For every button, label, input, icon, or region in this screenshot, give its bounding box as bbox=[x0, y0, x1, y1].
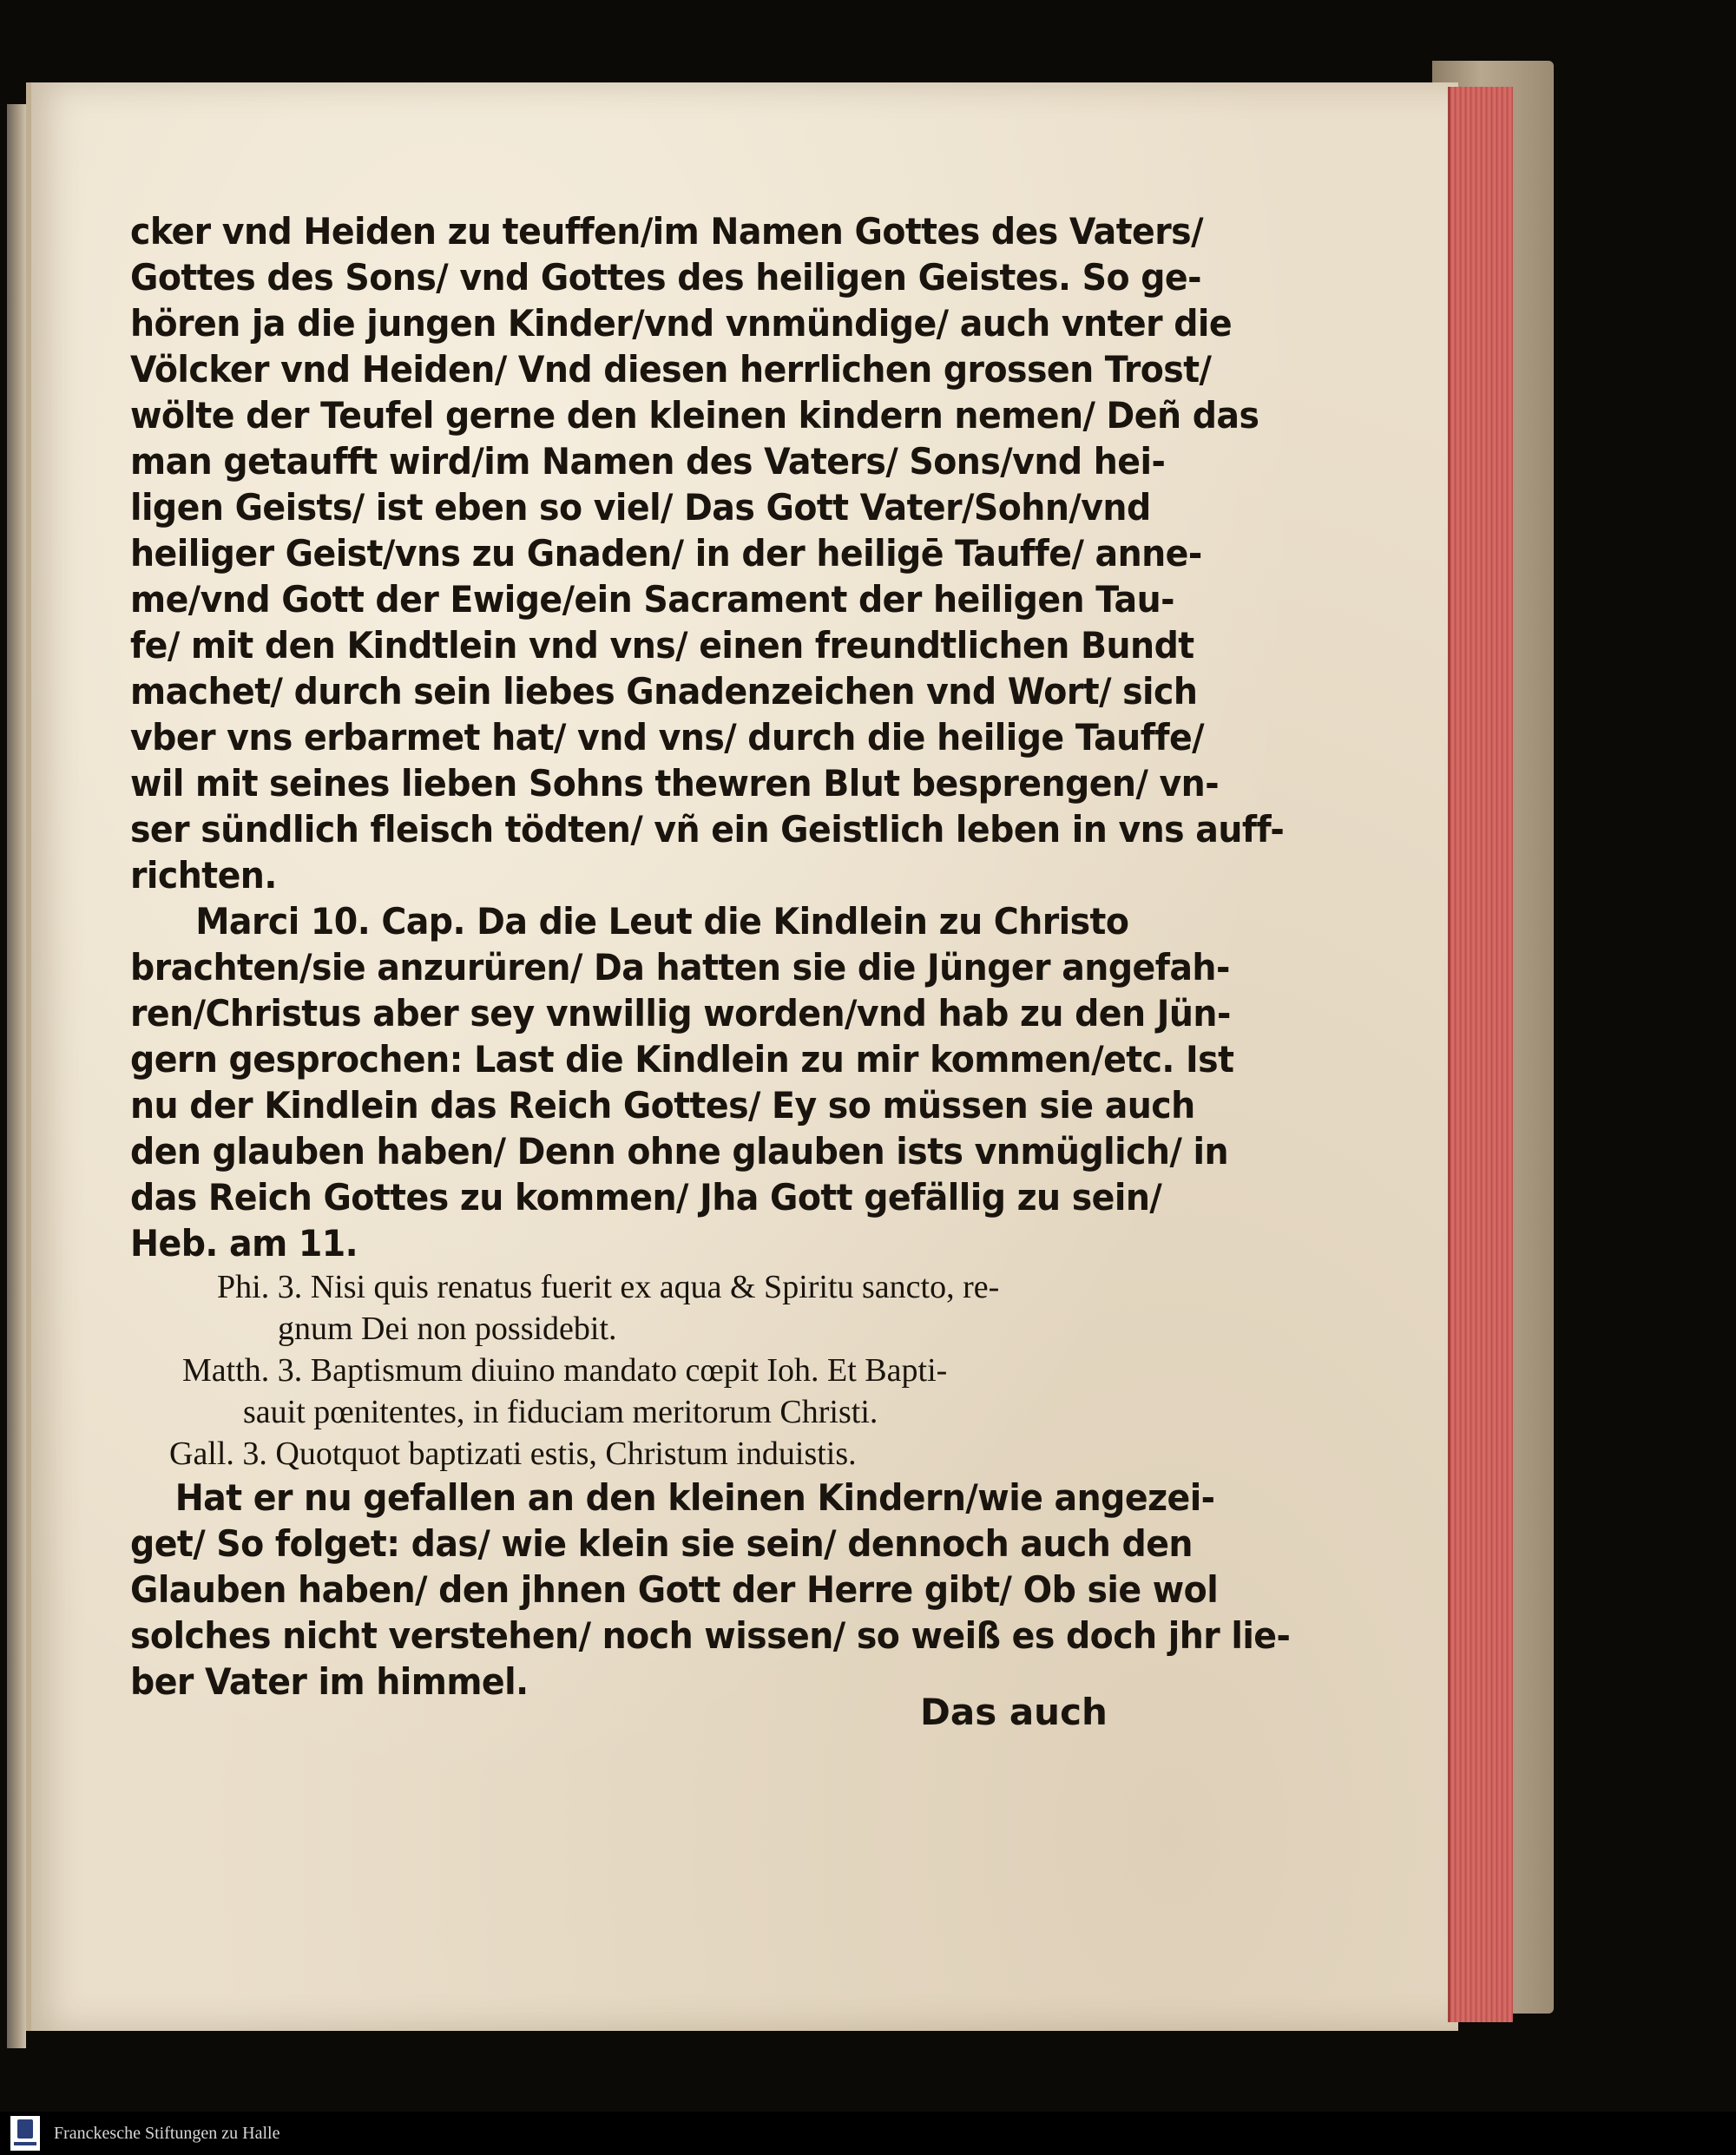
text-line: nu der Kindlein das Reich Gottes/ Ey so müssen sie auch bbox=[130, 1084, 1195, 1127]
text-line: Gottes des Sons/ vnd Gottes des heiligen Geistes. So ge- bbox=[130, 256, 1201, 299]
text-line: hören ja die jungen Kinder/vnd vnmündige/ auch vnter die bbox=[130, 302, 1233, 345]
text-line: Glauben haben/ den jhnen Gott der Herre gibt/ Ob sie wol bbox=[130, 1568, 1219, 1611]
latin-line: Phi. 3. Nisi quis renatus fuerit ex aqua & Spiritu sancto, re- bbox=[217, 1269, 1000, 1305]
red-page-edges bbox=[1448, 87, 1513, 2022]
text-line: brachten/sie anzurüren/ Da hatten sie die Jünger angefah- bbox=[130, 946, 1230, 989]
latin-line: sauit pœnitentes, in fiduciam meritorum Christi. bbox=[243, 1394, 878, 1430]
page-text bbox=[130, 208, 1291, 1705]
text-line: vber vns erbarmet hat/ vnd vns/ durch die heilige Tauffe/ bbox=[130, 716, 1205, 759]
text-line: Heb. am 11. bbox=[130, 1222, 358, 1265]
text-line: ligen Geists/ ist eben so viel/ Das Gott Vater/Sohn/vnd bbox=[130, 486, 1151, 529]
text-line: Hat er nu gefallen an den kleinen Kindern/wie angezei- bbox=[174, 1476, 1215, 1519]
institution-logo-icon bbox=[10, 2116, 40, 2151]
text-line: gern gesprochen: Last die Kindlein zu mir kommen/etc. Ist bbox=[130, 1038, 1234, 1081]
footer-bar bbox=[0, 2112, 1736, 2155]
text-line: me/vnd Gott der Ewige/ein Sacrament der heiligen Tau- bbox=[130, 578, 1174, 621]
text-line: man getaufft wird/im Namen des Vaters/ Sons/vnd hei- bbox=[130, 440, 1166, 483]
text-line: cker vnd Heiden zu teuffen/im Namen Gottes des Vaters/ bbox=[130, 210, 1203, 253]
text-line: get/ So folget: das/ wie klein sie sein/ dennoch auch den bbox=[130, 1522, 1193, 1565]
text-line: fe/ mit den Kindtlein vnd vns/ einen freundtlichen Bundt bbox=[130, 624, 1194, 667]
catchword: Das auch bbox=[920, 1691, 1108, 1733]
gutter-fold bbox=[26, 82, 31, 2031]
text-line: solches nicht verstehen/ noch wissen/ so weiß es doch jhr lie- bbox=[130, 1614, 1291, 1657]
text-line: ren/Christus aber sey vnwillig worden/vnd hab zu den Jün- bbox=[130, 992, 1231, 1035]
text-line: Marci 10. Cap. Da die Leut die Kindlein zu Christo bbox=[195, 900, 1129, 943]
text-line: Völcker vnd Heiden/ Vnd diesen herrlichen grossen Trost/ bbox=[130, 348, 1212, 391]
text-line: wölte der Teufel gerne den kleinen kindern nemen/ Deñ das bbox=[130, 394, 1259, 437]
text-line: wil mit seines lieben Sohns thewren Blut besprengen/ vn- bbox=[130, 762, 1220, 805]
latin-line: Gall. 3. Quotquot baptizati estis, Christum induistis. bbox=[169, 1436, 857, 1472]
latin-line: gnum Dei non possidebit. bbox=[278, 1311, 617, 1347]
left-page-edge bbox=[7, 104, 26, 2048]
latin-line: Matth. 3. Baptismum diuino mandato cœpit Ioh. Et Bapti- bbox=[182, 1352, 948, 1389]
text-line: das Reich Gottes zu kommen/ Jha Gott gefällig zu sein/ bbox=[130, 1176, 1162, 1219]
text-line: heiliger Geist/vns zu Gnaden/ in der heiligē Tauffe/ anne- bbox=[130, 532, 1202, 575]
text-line: machet/ durch sein liebes Gnadenzeichen vnd Wort/ sich bbox=[130, 670, 1198, 713]
text-line: ser sündlich fleisch tödten/ vñ ein Geistlich leben in vns auff- bbox=[130, 808, 1285, 851]
institution-name: Franckesche Stiftungen zu Halle bbox=[54, 2123, 280, 2143]
text-line: den glauben haben/ Denn ohne glauben ists vnmüglich/ in bbox=[130, 1130, 1229, 1173]
text-line: ber Vater im himmel. bbox=[130, 1660, 529, 1703]
text-line: richten. bbox=[130, 854, 277, 897]
